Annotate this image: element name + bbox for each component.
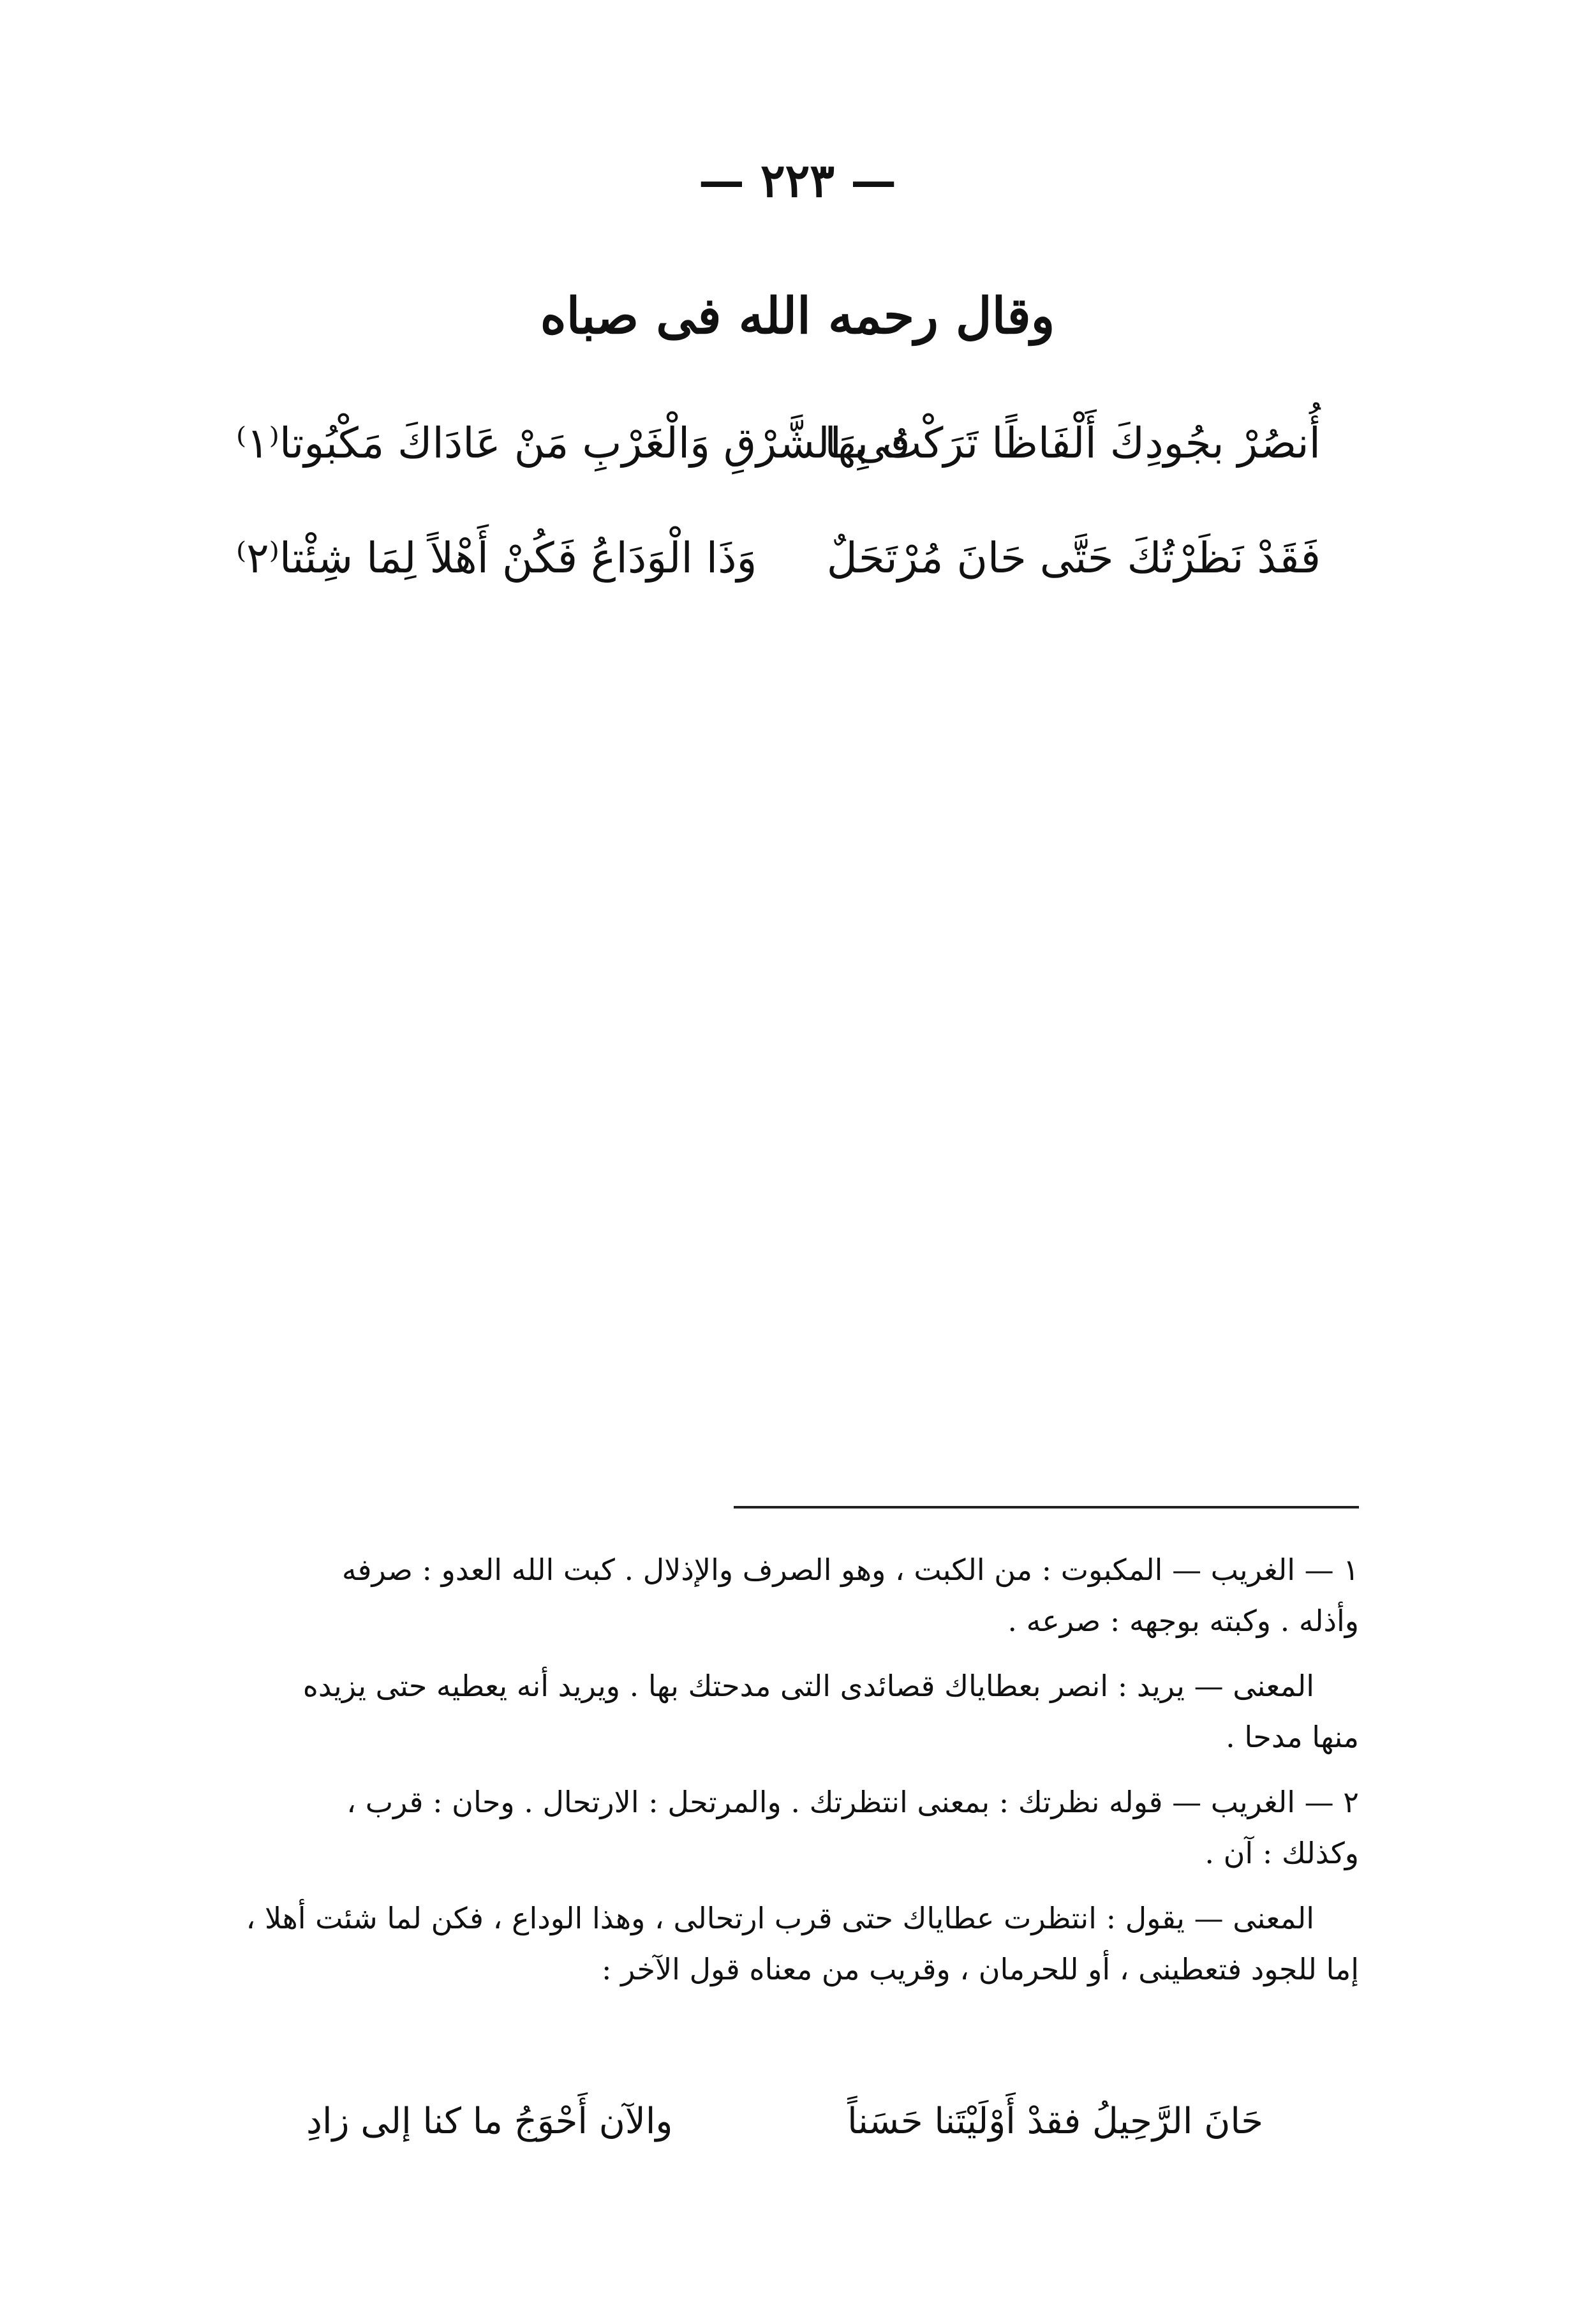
footnote-separator — [734, 1506, 1359, 1508]
verse-second-hemistich: وَذَا الْوَدَاعُ فَكُنْ أَهْلاً لِمَا شِئْتا⁽٢⁾ — [236, 533, 757, 583]
poem-title: وقال رحمه الله فى صباه — [540, 287, 1055, 345]
quote-second-hemistich: والآن أَحْوَجُ ما كنا إلى زادِ — [306, 2101, 673, 2142]
footnotes — [211, 1544, 1359, 1995]
quoted-verse — [306, 2087, 1263, 2157]
footnote-line: وكذلك : آن . — [1205, 1836, 1359, 1870]
page-number: — ٢٢٣ — — [698, 153, 897, 207]
footnote-line: منها مدحا . — [1226, 1720, 1359, 1754]
footnote-line: إما للجود فتعطينى ، أو للحرمان ، وقريب من معناه قول الآخر : — [602, 1952, 1359, 1986]
footnote-line: المعنى — يقول : انتظرت عطاياك حتى قرب ارتحالى ، وهذا الوداع ، فكن لما شئت أهلا ، — [246, 1901, 1314, 1935]
verse-first-hemistich: أُنصُرْ بجُودِكَ أَلْفَاظًا تَرَكْتُ بِهَا — [824, 419, 1321, 468]
footnote-line: ٢ — الغريب — قوله نظرتك : بمعنى انتظرتك . والمرتحل : الارتحال . وحان : قرب ، — [346, 1785, 1359, 1819]
verse-line — [236, 523, 1321, 593]
footnote-line: المعنى — يريد : انصر بعطاياك قصائدى التى مدحتك بها . ويريد أنه يعطيه حتى يزيده — [302, 1669, 1314, 1703]
verse-line — [236, 408, 1321, 479]
footnote-line: وأذله . وكبته بوجهه : صرعه . — [1007, 1604, 1359, 1638]
quote-first-hemistich: حَانَ الرَّحِيلُ فقدْ أَوْلَيْتَنا حَسَناً — [847, 2101, 1263, 2142]
verse-first-hemistich: فَقَدْ نَظَرْتُكَ حَتَّى حَانَ مُرْتَحَلٌ — [826, 533, 1321, 583]
verse-second-hemistich: فى الشَّرْقِ وَالْغَرْبِ مَنْ عَادَاكَ مَكْبُوتا⁽١⁾ — [236, 419, 910, 468]
footnote-line: ١ — الغريب — المكبوت : من الكبت ، وهو الصرف والإذلال . كبت الله العدو : صرفه — [341, 1553, 1359, 1587]
